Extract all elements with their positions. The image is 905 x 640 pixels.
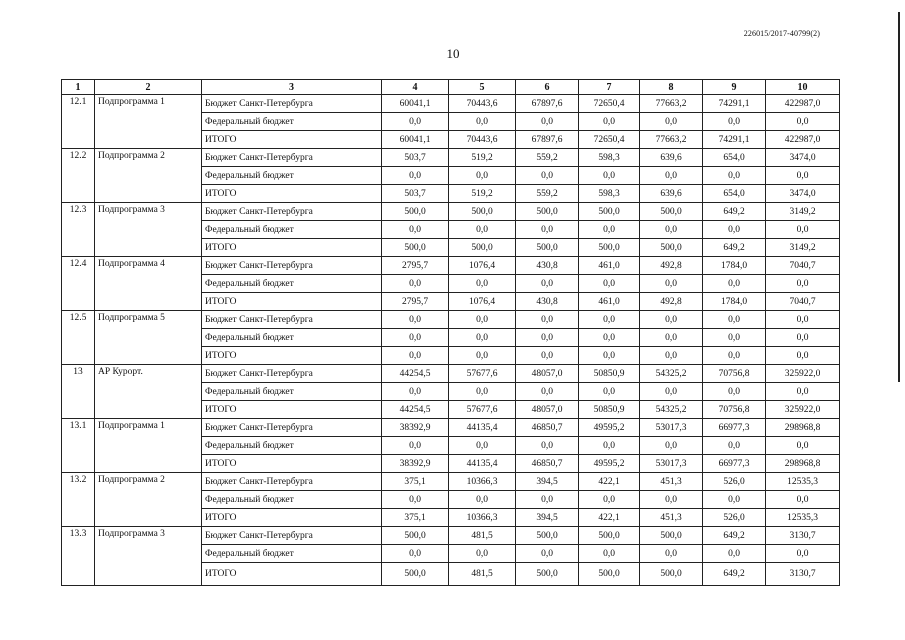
value-cell: 0,0 (579, 545, 640, 563)
value-cell: 67897,6 (516, 95, 579, 113)
value-cell: 3149,2 (766, 239, 840, 257)
value-cell: 394,5 (516, 509, 579, 527)
value-cell: 503,7 (382, 185, 449, 203)
value-cell: 0,0 (579, 311, 640, 329)
value-cell: 500,0 (579, 203, 640, 221)
funding-source: Бюджет Санкт-Петербурга (202, 149, 382, 167)
value-cell: 0,0 (640, 275, 703, 293)
value-cell: 0,0 (766, 347, 840, 365)
value-cell: 422987,0 (766, 131, 840, 149)
value-cell: 0,0 (449, 491, 516, 509)
value-cell: 481,5 (449, 563, 516, 586)
value-cell: 0,0 (766, 275, 840, 293)
value-cell: 0,0 (579, 437, 640, 455)
value-cell: 0,0 (579, 347, 640, 365)
value-cell: 481,5 (449, 527, 516, 545)
funding-source: Федеральный бюджет (202, 113, 382, 131)
row-code: 12.5 (62, 311, 95, 365)
funding-source: ИТОГО (202, 347, 382, 365)
budget-table (61, 79, 840, 586)
value-cell: 0,0 (516, 167, 579, 185)
funding-source: Бюджет Санкт-Петербурга (202, 365, 382, 383)
value-cell: 0,0 (640, 113, 703, 131)
program-name: Подпрограмма 2 (95, 149, 202, 203)
column-header: 4 (382, 80, 449, 95)
value-cell: 0,0 (766, 437, 840, 455)
program-name: Подпрограмма 4 (95, 257, 202, 311)
program-name: Подпрограмма 1 (95, 95, 202, 149)
column-header: 9 (703, 80, 766, 95)
value-cell: 0,0 (703, 113, 766, 131)
value-cell: 0,0 (766, 329, 840, 347)
value-cell: 38392,9 (382, 419, 449, 437)
row-code: 13.3 (62, 527, 95, 586)
value-cell: 0,0 (640, 329, 703, 347)
value-cell: 492,8 (640, 257, 703, 275)
value-cell: 422987,0 (766, 95, 840, 113)
value-cell: 519,2 (449, 185, 516, 203)
value-cell: 48057,0 (516, 401, 579, 419)
value-cell: 3474,0 (766, 149, 840, 167)
value-cell: 0,0 (703, 545, 766, 563)
funding-source: ИТОГО (202, 239, 382, 257)
value-cell: 0,0 (579, 221, 640, 239)
value-cell: 44254,5 (382, 401, 449, 419)
value-cell: 500,0 (516, 563, 579, 586)
value-cell: 0,0 (579, 383, 640, 401)
value-cell: 0,0 (703, 167, 766, 185)
value-cell: 0,0 (382, 491, 449, 509)
value-cell: 0,0 (703, 329, 766, 347)
value-cell: 3130,7 (766, 563, 840, 586)
value-cell: 492,8 (640, 293, 703, 311)
value-cell: 649,2 (703, 203, 766, 221)
value-cell: 500,0 (640, 203, 703, 221)
value-cell: 0,0 (579, 275, 640, 293)
value-cell: 70443,6 (449, 95, 516, 113)
value-cell: 451,3 (640, 473, 703, 491)
row-code: 12.3 (62, 203, 95, 257)
program-name: Подпрограмма 2 (95, 473, 202, 527)
table-row (62, 95, 840, 113)
value-cell: 49595,2 (579, 419, 640, 437)
value-cell: 46850,7 (516, 419, 579, 437)
column-header: 8 (640, 80, 703, 95)
value-cell: 598,3 (579, 149, 640, 167)
funding-source: Бюджет Санкт-Петербурга (202, 527, 382, 545)
value-cell: 1076,4 (449, 293, 516, 311)
value-cell: 298968,8 (766, 455, 840, 473)
table-row (62, 365, 840, 383)
value-cell: 500,0 (579, 563, 640, 586)
column-header: 10 (766, 80, 840, 95)
funding-source: Бюджет Санкт-Петербурга (202, 95, 382, 113)
value-cell: 500,0 (579, 239, 640, 257)
value-cell: 394,5 (516, 473, 579, 491)
funding-source: Федеральный бюджет (202, 167, 382, 185)
value-cell: 654,0 (703, 149, 766, 167)
value-cell: 48057,0 (516, 365, 579, 383)
value-cell: 0,0 (766, 167, 840, 185)
table-header-row (62, 80, 840, 95)
funding-source: Федеральный бюджет (202, 491, 382, 509)
value-cell: 0,0 (382, 437, 449, 455)
value-cell: 1784,0 (703, 293, 766, 311)
table-row (62, 473, 840, 491)
value-cell: 0,0 (640, 167, 703, 185)
value-cell: 0,0 (703, 491, 766, 509)
row-code: 13.2 (62, 473, 95, 527)
value-cell: 57677,6 (449, 401, 516, 419)
value-cell: 3149,2 (766, 203, 840, 221)
value-cell: 0,0 (449, 167, 516, 185)
value-cell: 503,7 (382, 149, 449, 167)
funding-source: Бюджет Санкт-Петербурга (202, 311, 382, 329)
value-cell: 0,0 (382, 221, 449, 239)
value-cell: 461,0 (579, 257, 640, 275)
value-cell: 0,0 (516, 347, 579, 365)
value-cell: 0,0 (449, 275, 516, 293)
page-edge-line (898, 12, 900, 382)
value-cell: 12535,3 (766, 509, 840, 527)
value-cell: 74291,1 (703, 131, 766, 149)
table-row (62, 419, 840, 437)
value-cell: 50850,9 (579, 365, 640, 383)
funding-source: ИТОГО (202, 131, 382, 149)
value-cell: 70756,8 (703, 401, 766, 419)
row-code: 12.4 (62, 257, 95, 311)
value-cell: 1784,0 (703, 257, 766, 275)
value-cell: 0,0 (449, 437, 516, 455)
funding-source: Федеральный бюджет (202, 275, 382, 293)
value-cell: 0,0 (516, 491, 579, 509)
value-cell: 0,0 (579, 329, 640, 347)
value-cell: 0,0 (449, 311, 516, 329)
program-name: Подпрограмма 5 (95, 311, 202, 365)
value-cell: 430,8 (516, 293, 579, 311)
value-cell: 72650,4 (579, 131, 640, 149)
funding-source: Бюджет Санкт-Петербурга (202, 419, 382, 437)
table-row (62, 203, 840, 221)
value-cell: 54325,2 (640, 401, 703, 419)
table-row (62, 257, 840, 275)
value-cell: 500,0 (640, 563, 703, 586)
value-cell: 375,1 (382, 509, 449, 527)
value-cell: 500,0 (579, 527, 640, 545)
value-cell: 0,0 (516, 437, 579, 455)
value-cell: 500,0 (516, 527, 579, 545)
value-cell: 2795,7 (382, 293, 449, 311)
funding-source: Бюджет Санкт-Петербурга (202, 203, 382, 221)
funding-source: ИТОГО (202, 293, 382, 311)
row-code: 12.2 (62, 149, 95, 203)
value-cell: 3474,0 (766, 185, 840, 203)
value-cell: 500,0 (382, 239, 449, 257)
value-cell: 559,2 (516, 185, 579, 203)
value-cell: 70443,6 (449, 131, 516, 149)
column-header: 1 (62, 80, 95, 95)
value-cell: 10366,3 (449, 509, 516, 527)
value-cell: 461,0 (579, 293, 640, 311)
value-cell: 44254,5 (382, 365, 449, 383)
value-cell: 500,0 (516, 203, 579, 221)
funding-source: ИТОГО (202, 455, 382, 473)
value-cell: 0,0 (766, 383, 840, 401)
value-cell: 0,0 (449, 221, 516, 239)
value-cell: 325922,0 (766, 365, 840, 383)
value-cell: 0,0 (516, 275, 579, 293)
value-cell: 0,0 (766, 113, 840, 131)
value-cell: 0,0 (579, 167, 640, 185)
value-cell: 654,0 (703, 185, 766, 203)
program-name: АР Курорт. (95, 365, 202, 419)
funding-source: Федеральный бюджет (202, 221, 382, 239)
value-cell: 60041,1 (382, 95, 449, 113)
value-cell: 639,6 (640, 185, 703, 203)
value-cell: 422,1 (579, 473, 640, 491)
value-cell: 0,0 (703, 311, 766, 329)
value-cell: 0,0 (579, 491, 640, 509)
value-cell: 0,0 (449, 347, 516, 365)
value-cell: 57677,6 (449, 365, 516, 383)
value-cell: 500,0 (449, 239, 516, 257)
value-cell: 74291,1 (703, 95, 766, 113)
value-cell: 598,3 (579, 185, 640, 203)
value-cell: 66977,3 (703, 419, 766, 437)
value-cell: 0,0 (766, 221, 840, 239)
value-cell: 649,2 (703, 527, 766, 545)
value-cell: 325922,0 (766, 401, 840, 419)
value-cell: 53017,3 (640, 419, 703, 437)
value-cell: 298968,8 (766, 419, 840, 437)
value-cell: 0,0 (640, 545, 703, 563)
value-cell: 0,0 (640, 347, 703, 365)
funding-source: Федеральный бюджет (202, 437, 382, 455)
value-cell: 526,0 (703, 473, 766, 491)
value-cell: 500,0 (640, 527, 703, 545)
value-cell: 2795,7 (382, 257, 449, 275)
funding-source: ИТОГО (202, 563, 382, 586)
value-cell: 639,6 (640, 149, 703, 167)
value-cell: 53017,3 (640, 455, 703, 473)
value-cell: 0,0 (640, 221, 703, 239)
table-body (62, 95, 840, 586)
value-cell: 72650,4 (579, 95, 640, 113)
value-cell: 54325,2 (640, 365, 703, 383)
value-cell: 46850,7 (516, 455, 579, 473)
funding-source: ИТОГО (202, 401, 382, 419)
value-cell: 500,0 (382, 527, 449, 545)
value-cell: 38392,9 (382, 455, 449, 473)
value-cell: 0,0 (640, 311, 703, 329)
funding-source: ИТОГО (202, 185, 382, 203)
value-cell: 0,0 (516, 545, 579, 563)
value-cell: 0,0 (703, 437, 766, 455)
value-cell: 0,0 (449, 545, 516, 563)
value-cell: 77663,2 (640, 95, 703, 113)
page-number: 10 (446, 46, 460, 61)
value-cell: 559,2 (516, 149, 579, 167)
value-cell: 44135,4 (449, 419, 516, 437)
value-cell: 500,0 (640, 239, 703, 257)
value-cell: 375,1 (382, 473, 449, 491)
row-code: 13 (62, 365, 95, 419)
value-cell: 519,2 (449, 149, 516, 167)
value-cell: 1076,4 (449, 257, 516, 275)
value-cell: 0,0 (382, 311, 449, 329)
table-row (62, 527, 840, 545)
value-cell: 0,0 (640, 491, 703, 509)
table-row (62, 149, 840, 167)
value-cell: 0,0 (703, 221, 766, 239)
program-name: Подпрограмма 1 (95, 419, 202, 473)
funding-source: Федеральный бюджет (202, 383, 382, 401)
funding-source: Бюджет Санкт-Петербурга (202, 473, 382, 491)
value-cell: 10366,3 (449, 473, 516, 491)
program-name: Подпрограмма 3 (95, 527, 202, 586)
value-cell: 0,0 (382, 347, 449, 365)
value-cell: 500,0 (382, 203, 449, 221)
value-cell: 0,0 (382, 383, 449, 401)
value-cell: 0,0 (382, 113, 449, 131)
value-cell: 50850,9 (579, 401, 640, 419)
value-cell: 451,3 (640, 509, 703, 527)
value-cell: 0,0 (449, 329, 516, 347)
value-cell: 60041,1 (382, 131, 449, 149)
value-cell: 526,0 (703, 509, 766, 527)
value-cell: 66977,3 (703, 455, 766, 473)
table-row (62, 311, 840, 329)
funding-source: ИТОГО (202, 509, 382, 527)
value-cell: 0,0 (579, 113, 640, 131)
funding-source: Федеральный бюджет (202, 329, 382, 347)
value-cell: 0,0 (766, 311, 840, 329)
value-cell: 422,1 (579, 509, 640, 527)
value-cell: 430,8 (516, 257, 579, 275)
value-cell: 67897,6 (516, 131, 579, 149)
value-cell: 649,2 (703, 563, 766, 586)
value-cell: 0,0 (703, 275, 766, 293)
value-cell: 0,0 (640, 437, 703, 455)
value-cell: 0,0 (382, 167, 449, 185)
column-header: 5 (449, 80, 516, 95)
value-cell: 7040,7 (766, 257, 840, 275)
value-cell: 0,0 (382, 329, 449, 347)
value-cell: 0,0 (382, 275, 449, 293)
document-number: 226015/2017-40799(2) (743, 29, 820, 38)
value-cell: 0,0 (516, 383, 579, 401)
value-cell: 44135,4 (449, 455, 516, 473)
value-cell: 0,0 (516, 113, 579, 131)
funding-source: Бюджет Санкт-Петербурга (202, 257, 382, 275)
value-cell: 0,0 (449, 113, 516, 131)
funding-source: Федеральный бюджет (202, 545, 382, 563)
value-cell: 649,2 (703, 239, 766, 257)
value-cell: 0,0 (703, 383, 766, 401)
value-cell: 77663,2 (640, 131, 703, 149)
value-cell: 7040,7 (766, 293, 840, 311)
value-cell: 0,0 (516, 311, 579, 329)
program-name: Подпрограмма 3 (95, 203, 202, 257)
value-cell: 0,0 (516, 221, 579, 239)
value-cell: 0,0 (449, 383, 516, 401)
value-cell: 500,0 (449, 203, 516, 221)
value-cell: 12535,3 (766, 473, 840, 491)
column-header: 3 (202, 80, 382, 95)
value-cell: 0,0 (703, 347, 766, 365)
value-cell: 500,0 (516, 239, 579, 257)
column-header: 2 (95, 80, 202, 95)
value-cell: 500,0 (382, 563, 449, 586)
column-header: 6 (516, 80, 579, 95)
column-header: 7 (579, 80, 640, 95)
value-cell: 0,0 (382, 545, 449, 563)
row-code: 12.1 (62, 95, 95, 149)
value-cell: 0,0 (766, 545, 840, 563)
value-cell: 0,0 (766, 491, 840, 509)
row-code: 13.1 (62, 419, 95, 473)
value-cell: 49595,2 (579, 455, 640, 473)
value-cell: 70756,8 (703, 365, 766, 383)
value-cell: 3130,7 (766, 527, 840, 545)
value-cell: 0,0 (640, 383, 703, 401)
value-cell: 0,0 (516, 329, 579, 347)
